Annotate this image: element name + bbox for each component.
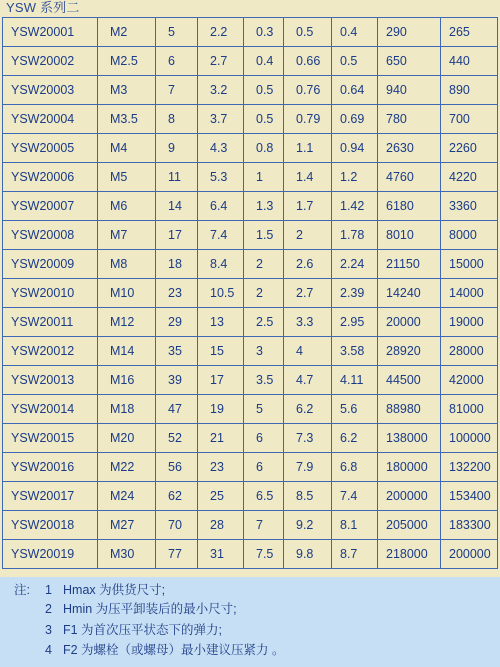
table-cell: 28000: [441, 337, 498, 366]
table-cell: 9.2: [284, 511, 332, 540]
table-cell: M2.5: [98, 47, 156, 76]
table-cell: YSW20012: [3, 337, 98, 366]
table-cell: YSW20004: [3, 105, 98, 134]
table-cell: 9.8: [284, 540, 332, 569]
table-cell: 14000: [441, 279, 498, 308]
table-cell: 3.5: [244, 366, 284, 395]
table-cell: 890: [441, 76, 498, 105]
table-cell: M14: [98, 337, 156, 366]
table-cell: 2: [284, 221, 332, 250]
table-cell: 17: [156, 221, 198, 250]
table-cell: YSW20019: [3, 540, 98, 569]
table-cell: 18: [156, 250, 198, 279]
table-cell: 0.4: [332, 18, 378, 47]
table-row: [3, 540, 498, 569]
table-cell: 0.3: [244, 18, 284, 47]
table-cell: 1.5: [244, 221, 284, 250]
table-row: [3, 221, 498, 250]
table-cell: 5.3: [198, 163, 244, 192]
table-cell: M22: [98, 453, 156, 482]
table-cell: M12: [98, 308, 156, 337]
table-cell: 3.3: [284, 308, 332, 337]
table-cell: YSW20003: [3, 76, 98, 105]
table-row: [3, 250, 498, 279]
table-cell: 25: [198, 482, 244, 511]
table-cell: M7: [98, 221, 156, 250]
table-cell: 6.5: [244, 482, 284, 511]
table-cell: 3360: [441, 192, 498, 221]
table-cell: 7.4: [198, 221, 244, 250]
table-cell: 7.4: [332, 482, 378, 511]
table-cell: M6: [98, 192, 156, 221]
table-cell: 23: [198, 453, 244, 482]
table-cell: 7.9: [284, 453, 332, 482]
table-cell: 2.39: [332, 279, 378, 308]
table-cell: 8.1: [332, 511, 378, 540]
table-cell: 2.7: [198, 47, 244, 76]
table-cell: M4: [98, 134, 156, 163]
table-cell: 23: [156, 279, 198, 308]
table-cell: YSW20014: [3, 395, 98, 424]
note-text: Hmax 为供货尺寸;: [63, 583, 166, 597]
table-cell: 0.8: [244, 134, 284, 163]
note-item: [45, 641, 285, 659]
table-cell: 2.95: [332, 308, 378, 337]
table-cell: 29: [156, 308, 198, 337]
table-cell: 1.42: [332, 192, 378, 221]
table-cell: 13: [198, 308, 244, 337]
table-cell: 1.78: [332, 221, 378, 250]
table-cell: 8000: [441, 221, 498, 250]
spec-table-body: [3, 18, 498, 569]
table-row: [3, 47, 498, 76]
table-cell: 10.5: [198, 279, 244, 308]
table-cell: 218000: [378, 540, 441, 569]
table-cell: 3.2: [198, 76, 244, 105]
table-cell: 2: [244, 250, 284, 279]
note-number: 4: [45, 643, 52, 657]
table-cell: 8.5: [284, 482, 332, 511]
table-cell: 5: [156, 18, 198, 47]
table-cell: 780: [378, 105, 441, 134]
table-cell: 1.4: [284, 163, 332, 192]
table-cell: 42000: [441, 366, 498, 395]
table-cell: M3.5: [98, 105, 156, 134]
table-cell: 700: [441, 105, 498, 134]
table-cell: 4.3: [198, 134, 244, 163]
table-cell: 77: [156, 540, 198, 569]
table-cell: YSW20001: [3, 18, 98, 47]
table-cell: 650: [378, 47, 441, 76]
table-cell: 6.4: [198, 192, 244, 221]
table-cell: 28920: [378, 337, 441, 366]
table-row: [3, 163, 498, 192]
table-cell: 180000: [378, 453, 441, 482]
table-cell: 1.2: [332, 163, 378, 192]
table-cell: 0.79: [284, 105, 332, 134]
table-cell: M20: [98, 424, 156, 453]
table-cell: 2.24: [332, 250, 378, 279]
table-cell: 62: [156, 482, 198, 511]
table-cell: 8: [156, 105, 198, 134]
table-cell: 2.6: [284, 250, 332, 279]
table-cell: 14: [156, 192, 198, 221]
table-cell: 7: [244, 511, 284, 540]
table-cell: 0.76: [284, 76, 332, 105]
table-cell: 7: [156, 76, 198, 105]
table-cell: M27: [98, 511, 156, 540]
note-item: [45, 621, 222, 639]
table-row: [3, 395, 498, 424]
table-row: [3, 105, 498, 134]
table-cell: 1.1: [284, 134, 332, 163]
table-cell: 6.2: [284, 395, 332, 424]
table-row: [3, 76, 498, 105]
table-cell: 0.5: [332, 47, 378, 76]
table-cell: 4.11: [332, 366, 378, 395]
table-cell: 7.3: [284, 424, 332, 453]
note-number: 3: [45, 623, 52, 637]
table-cell: 15: [198, 337, 244, 366]
table-cell: 6: [244, 424, 284, 453]
table-cell: 6: [156, 47, 198, 76]
notes-prefix: 注:: [14, 583, 30, 597]
table-cell: 940: [378, 76, 441, 105]
table-cell: 183300: [441, 511, 498, 540]
spec-table: [2, 17, 498, 569]
table-row: [3, 18, 498, 47]
table-cell: M10: [98, 279, 156, 308]
table-cell: 21: [198, 424, 244, 453]
table-row: [3, 308, 498, 337]
table-cell: 47: [156, 395, 198, 424]
table-row: [3, 482, 498, 511]
table-cell: 2.2: [198, 18, 244, 47]
table-cell: 4.7: [284, 366, 332, 395]
table-cell: 28: [198, 511, 244, 540]
table-row: [3, 424, 498, 453]
table-cell: 14240: [378, 279, 441, 308]
table-cell: 5.6: [332, 395, 378, 424]
table-cell: 6.8: [332, 453, 378, 482]
table-cell: 0.4: [244, 47, 284, 76]
table-cell: 1.7: [284, 192, 332, 221]
table-cell: 138000: [378, 424, 441, 453]
table-cell: 8.7: [332, 540, 378, 569]
table-cell: YSW20005: [3, 134, 98, 163]
table-cell: 205000: [378, 511, 441, 540]
table-cell: 81000: [441, 395, 498, 424]
table-cell: 2.5: [244, 308, 284, 337]
note-text: F1 为首次压平状态下的弹力;: [63, 623, 223, 637]
table-cell: 19000: [441, 308, 498, 337]
table-cell: 132200: [441, 453, 498, 482]
note-item: [45, 581, 165, 599]
table-cell: 39: [156, 366, 198, 395]
table-cell: 8.4: [198, 250, 244, 279]
table-cell: 0.64: [332, 76, 378, 105]
table-cell: 5: [244, 395, 284, 424]
table-cell: YSW20002: [3, 47, 98, 76]
table-cell: 20000: [378, 308, 441, 337]
table-cell: YSW20018: [3, 511, 98, 540]
table-cell: M24: [98, 482, 156, 511]
table-cell: 4760: [378, 163, 441, 192]
table-cell: 290: [378, 18, 441, 47]
table-cell: 19: [198, 395, 244, 424]
table-cell: 0.66: [284, 47, 332, 76]
table-cell: 44500: [378, 366, 441, 395]
table-row: [3, 453, 498, 482]
table-cell: 0.5: [284, 18, 332, 47]
table-cell: YSW20017: [3, 482, 98, 511]
table-cell: YSW20009: [3, 250, 98, 279]
table-cell: YSW20016: [3, 453, 98, 482]
table-cell: YSW20007: [3, 192, 98, 221]
note-text: F2 为螺栓（或螺母）最小建议压紧力 。: [63, 643, 285, 657]
table-cell: 7.5: [244, 540, 284, 569]
table-cell: YSW20015: [3, 424, 98, 453]
table-cell: YSW20006: [3, 163, 98, 192]
table-cell: 0.69: [332, 105, 378, 134]
table-cell: 56: [156, 453, 198, 482]
table-cell: 6180: [378, 192, 441, 221]
table-cell: 8010: [378, 221, 441, 250]
table-cell: 52: [156, 424, 198, 453]
table-cell: M5: [98, 163, 156, 192]
series-title: YSW 系列二: [6, 0, 80, 15]
table-row: [3, 192, 498, 221]
table-cell: 9: [156, 134, 198, 163]
table-cell: 15000: [441, 250, 498, 279]
table-cell: 21150: [378, 250, 441, 279]
note-text: Hmin 为压平卸装后的最小尺寸;: [63, 602, 237, 616]
table-cell: YSW20008: [3, 221, 98, 250]
table-cell: 11: [156, 163, 198, 192]
table-cell: 88980: [378, 395, 441, 424]
note-number: 2: [45, 602, 52, 616]
table-cell: YSW20011: [3, 308, 98, 337]
table-cell: YSW20010: [3, 279, 98, 308]
table-cell: 0.5: [244, 105, 284, 134]
table-cell: 6: [244, 453, 284, 482]
table-cell: YSW20013: [3, 366, 98, 395]
table-cell: 440: [441, 47, 498, 76]
table-cell: M18: [98, 395, 156, 424]
table-cell: 100000: [441, 424, 498, 453]
table-cell: 4220: [441, 163, 498, 192]
table-cell: 3.7: [198, 105, 244, 134]
notes-panel: [0, 577, 500, 667]
table-cell: 1: [244, 163, 284, 192]
table-cell: M30: [98, 540, 156, 569]
table-cell: 17: [198, 366, 244, 395]
table-cell: 3.58: [332, 337, 378, 366]
table-cell: 0.94: [332, 134, 378, 163]
table-cell: 1.3: [244, 192, 284, 221]
table-cell: 0.5: [244, 76, 284, 105]
table-cell: 200000: [441, 540, 498, 569]
table-cell: 153400: [441, 482, 498, 511]
table-cell: 2260: [441, 134, 498, 163]
table-cell: 4: [284, 337, 332, 366]
table-cell: 2.7: [284, 279, 332, 308]
table-cell: 2: [244, 279, 284, 308]
table-cell: M16: [98, 366, 156, 395]
table-row: [3, 511, 498, 540]
table-cell: 200000: [378, 482, 441, 511]
table-cell: 31: [198, 540, 244, 569]
table-cell: 6.2: [332, 424, 378, 453]
table-cell: 265: [441, 18, 498, 47]
table-cell: 3: [244, 337, 284, 366]
table-row: [3, 337, 498, 366]
note-item: [45, 600, 237, 618]
table-cell: 35: [156, 337, 198, 366]
table-cell: M2: [98, 18, 156, 47]
table-cell: M8: [98, 250, 156, 279]
note-number: 1: [45, 583, 52, 597]
table-cell: M3: [98, 76, 156, 105]
table-cell: 2630: [378, 134, 441, 163]
table-row: [3, 279, 498, 308]
table-cell: 70: [156, 511, 198, 540]
table-row: [3, 134, 498, 163]
table-row: [3, 366, 498, 395]
